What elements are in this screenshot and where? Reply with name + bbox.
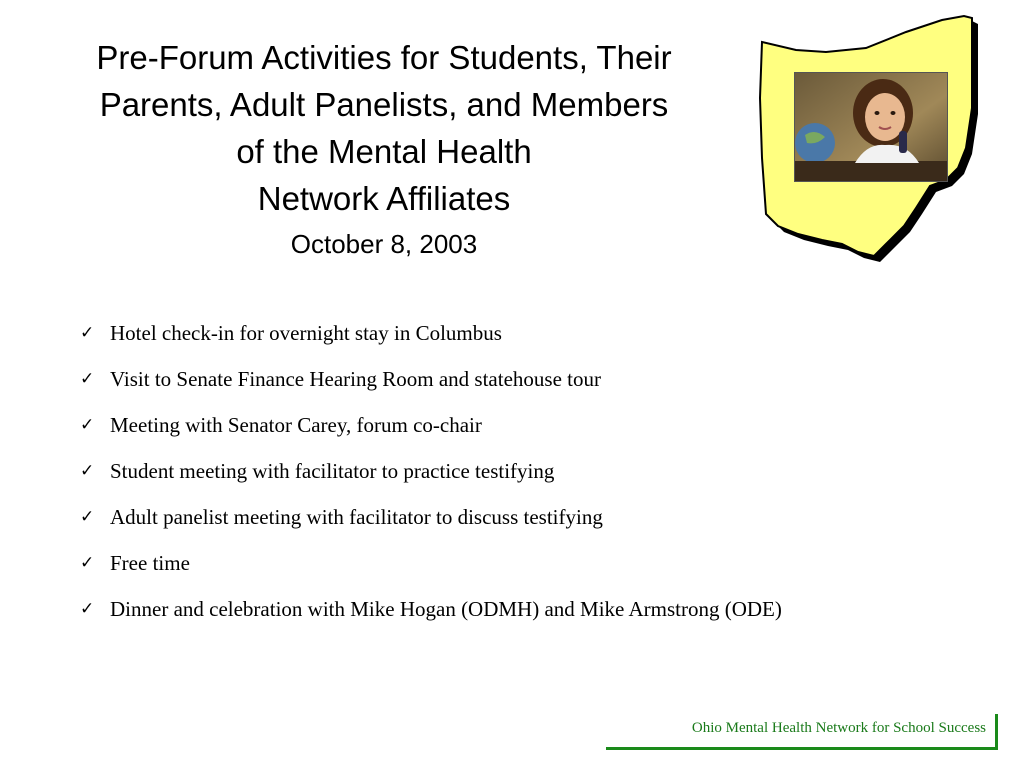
footer-text: Ohio Mental Health Network for School Success — [691, 720, 986, 736]
checkmark-icon: ✓ — [80, 507, 95, 527]
list-item — [80, 402, 980, 448]
checkmark-icon: ✓ — [80, 323, 95, 343]
list-item-text: Student meeting with facilitator to practice testifying — [110, 458, 555, 483]
slide-title-block — [20, 34, 748, 266]
list-item — [80, 310, 980, 356]
checkmark-icon: ✓ — [80, 415, 95, 435]
checkmark-icon: ✓ — [80, 369, 95, 389]
slide-date: October 8, 2003 — [290, 229, 478, 259]
list-item — [80, 494, 980, 540]
footer-rule — [606, 747, 998, 750]
title-line: Pre-Forum Activities for Students, Their — [96, 39, 672, 76]
list-item — [80, 586, 980, 632]
title-line: Parents, Adult Panelists, and Members — [99, 86, 669, 123]
checkmark-icon: ✓ — [80, 553, 95, 573]
footer-rule-vertical — [995, 714, 998, 750]
list-item-text: Meeting with Senator Carey, forum co-chair — [110, 412, 482, 437]
list-item-text: Adult panelist meeting with facilitator to discuss testifying — [110, 504, 603, 529]
title-line: of the Mental Health — [236, 133, 532, 170]
list-item-text: Dinner and celebration with Mike Hogan (ODMH) and Mike Armstrong (ODE) — [110, 596, 782, 621]
list-item — [80, 448, 980, 494]
girl-photo — [794, 72, 948, 182]
footer — [606, 714, 998, 750]
title-line: Network Affiliates — [257, 180, 511, 217]
list-item-text: Visit to Senate Finance Hearing Room and statehouse tour — [110, 366, 601, 391]
list-item-text: Hotel check-in for overnight stay in Columbus — [110, 320, 502, 345]
list-item — [80, 540, 980, 586]
activity-list — [80, 310, 980, 632]
checkmark-icon: ✓ — [80, 599, 95, 619]
checkmark-icon: ✓ — [80, 461, 95, 481]
list-item-text: Free time — [110, 550, 190, 575]
list-item — [80, 356, 980, 402]
